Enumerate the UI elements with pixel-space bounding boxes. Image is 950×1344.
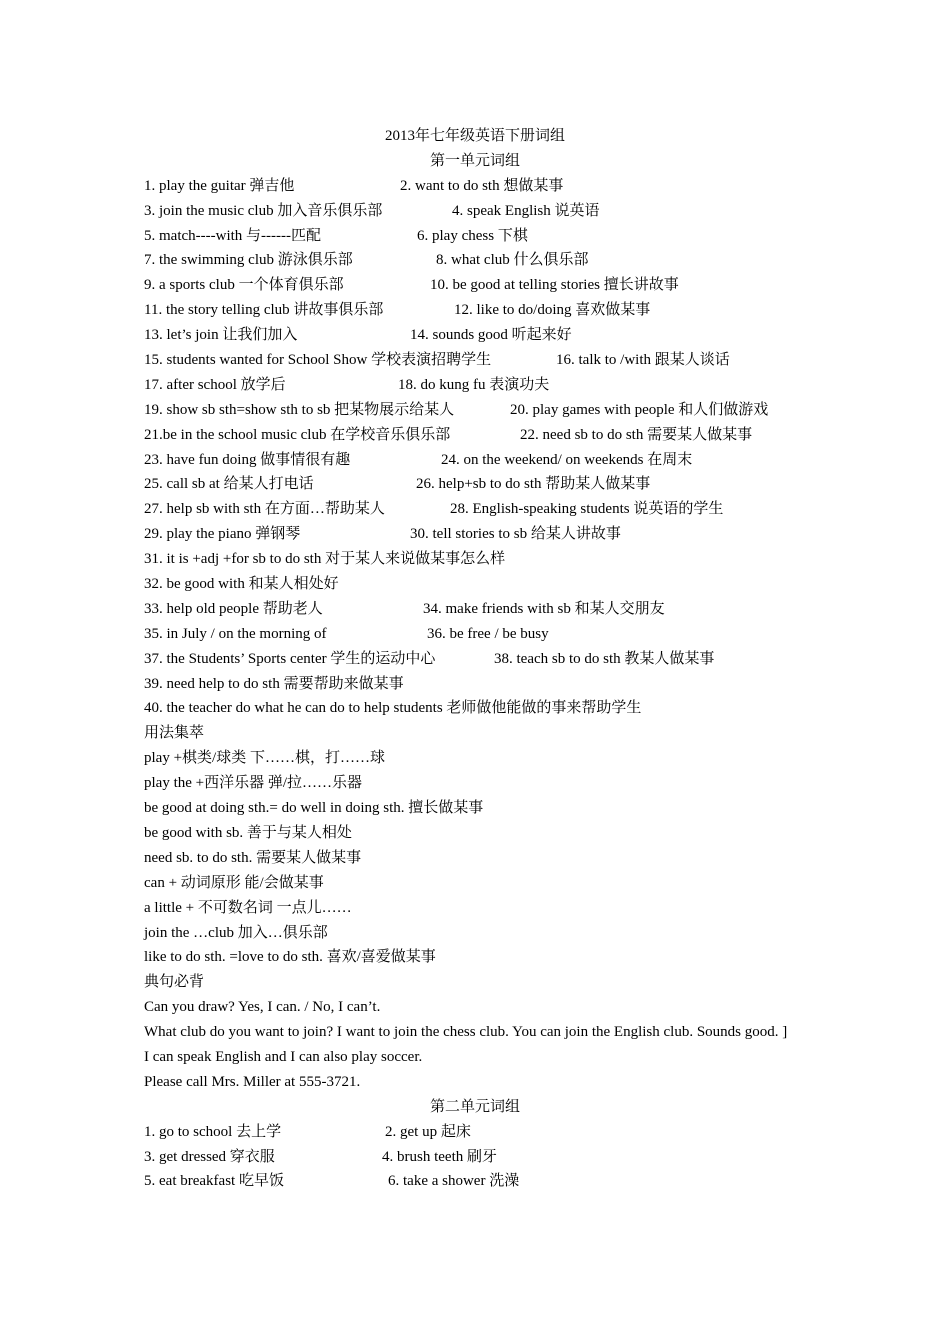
phrase: 20. play games with people 和人们做游戏	[510, 401, 769, 418]
phrase: 2. want to do sth 想做某事	[400, 177, 564, 194]
usage-heading: 用法集萃	[144, 725, 205, 742]
phrase: 3. get dressed 穿衣服	[144, 1148, 275, 1165]
phrase: 22. need sb to do sth 需要某人做某事	[520, 426, 753, 443]
phrase: 24. on the weekend/ on weekends 在周末	[441, 451, 693, 468]
usage-line: be good with sb. 善于与某人相处	[144, 824, 352, 841]
phrase-row	[144, 273, 806, 298]
usage-line: need sb. to do sth. 需要某人做某事	[144, 849, 362, 866]
phrase: 2. get up 起床	[385, 1123, 471, 1140]
phrase-row	[144, 1169, 806, 1194]
phrase-row	[144, 323, 806, 348]
phrase: 38. teach sb to do sth 教某人做某事	[494, 650, 715, 667]
page-title: 2013年七年级英语下册词组	[384, 128, 565, 144]
usage-line: can + 动词原形 能/会做某事	[144, 874, 324, 891]
sentence: Can you draw? Yes, I can. / No, I can’t.	[144, 999, 381, 1016]
phrase: 15. students wanted for School Show 学校表演招聘学生	[144, 352, 492, 369]
phrase-row	[144, 348, 806, 373]
phrase-row	[144, 448, 806, 473]
phrase: 37. the Students’ Sports center 学生的运动中心	[144, 650, 436, 667]
phrase-row	[144, 472, 806, 497]
phrase: 28. English-speaking students 说英语的学生	[450, 501, 724, 518]
usage-line: play the +西洋乐器 弹/拉……乐器	[144, 775, 363, 792]
phrase-row	[144, 373, 806, 398]
phrase: 7. the swimming club 游泳俱乐部	[144, 252, 353, 269]
phrase: 26. help+sb to do sth 帮助某人做某事	[416, 476, 651, 493]
phrase: 17. after school 放学后	[144, 376, 286, 393]
phrase-row	[144, 224, 806, 249]
phrase-line: 31. it is +adj +for sb to do sth 对于某人来说做某事怎么样	[144, 551, 506, 568]
usage-line: a little + 不可数名词 一点儿……	[144, 899, 352, 916]
phrase: 30. tell stories to sb 给某人讲故事	[410, 526, 621, 543]
phrase: 13. let’s join 让我们加入	[144, 327, 298, 344]
phrase: 10. be good at telling stories 擅长讲故事	[430, 277, 679, 294]
phrase-row	[144, 298, 806, 323]
phrase-row	[144, 199, 806, 224]
usage-line: like to do sth. =love to do sth. 喜欢/喜爱做某事	[144, 949, 436, 966]
sentences-heading: 典句必背	[144, 974, 205, 991]
phrase-row	[144, 647, 806, 672]
phrase: 35. in July / on the morning of	[144, 625, 327, 642]
phrase-line: 32. be good with 和某人相处好	[144, 576, 339, 593]
sentence: I can speak English and I can also play soccer.	[144, 1048, 423, 1065]
unit1-heading: 第一单元词组	[429, 152, 520, 169]
phrase: 23. have fun doing 做事情很有趣	[144, 451, 351, 468]
phrase: 12. like to do/doing 喜欢做某事	[454, 302, 651, 319]
phrase: 1. go to school 去上学	[144, 1123, 282, 1140]
sentence: What club do you want to join? I want to join the chess club. You can join the English club. Sounds good. ]	[144, 1024, 788, 1041]
phrase: 3. join the music club 加入音乐俱乐部	[144, 202, 383, 219]
phrase: 14. sounds good 听起来好	[410, 327, 572, 344]
phrase-row	[144, 174, 806, 199]
phrase-line: 39. need help to do sth 需要帮助来做某事	[144, 675, 404, 692]
phrase: 4. brush teeth 刷牙	[382, 1148, 497, 1165]
phrase-row	[144, 497, 806, 522]
phrase: 4. speak English 说英语	[452, 202, 600, 219]
phrase: 18. do kung fu 表演功夫	[398, 376, 550, 393]
phrase-row	[144, 522, 806, 547]
phrase: 16. talk to /with 跟某人谈话	[556, 352, 730, 369]
sentence: Please call Mrs. Miller at 555-3721.	[144, 1073, 361, 1090]
phrase: 27. help sb with sth 在方面…帮助某人	[144, 501, 385, 518]
phrase: 34. make friends with sb 和某人交朋友	[423, 600, 665, 617]
phrase: 9. a sports club 一个体育俱乐部	[144, 277, 344, 294]
usage-line: be good at doing sth.= do well in doing sth. 擅长做某事	[144, 800, 484, 817]
phrase: 36. be free / be busy	[427, 625, 549, 642]
phrase: 29. play the piano 弹钢琴	[144, 526, 301, 543]
phrase: 19. show sb sth=show sth to sb 把某物展示给某人	[144, 401, 455, 418]
unit2-heading: 第二单元词组	[429, 1098, 520, 1115]
phrase: 21.be in the school music club 在学校音乐俱乐部	[144, 426, 451, 443]
phrase-row	[144, 423, 806, 448]
phrase-row	[144, 597, 806, 622]
phrase: 5. eat breakfast 吃早饭	[144, 1173, 284, 1190]
document-body	[144, 124, 806, 1194]
phrase: 5. match----with 与------匹配	[144, 227, 322, 244]
phrase: 11. the story telling club 讲故事俱乐部	[144, 302, 384, 319]
phrase: 33. help old people 帮助老人	[144, 600, 323, 617]
phrase-row	[144, 248, 806, 273]
phrase: 8. what club 什么俱乐部	[436, 252, 589, 269]
usage-line: play +棋类/球类 下……棋，打……球	[144, 750, 385, 767]
phrase: 6. play chess 下棋	[417, 227, 528, 244]
phrase-row	[144, 1120, 806, 1145]
phrase: 25. call sb at 给某人打电话	[144, 476, 314, 493]
phrase: 6. take a shower 洗澡	[388, 1173, 520, 1190]
usage-line: join the …club 加入…俱乐部	[144, 924, 328, 941]
phrase-row	[144, 1145, 806, 1170]
phrase-row	[144, 622, 806, 647]
phrase-line: 40. the teacher do what he can do to help students 老师做他能做的事来帮助学生	[144, 700, 642, 717]
phrase-row	[144, 398, 806, 423]
phrase: 1. play the guitar 弹吉他	[144, 177, 295, 194]
